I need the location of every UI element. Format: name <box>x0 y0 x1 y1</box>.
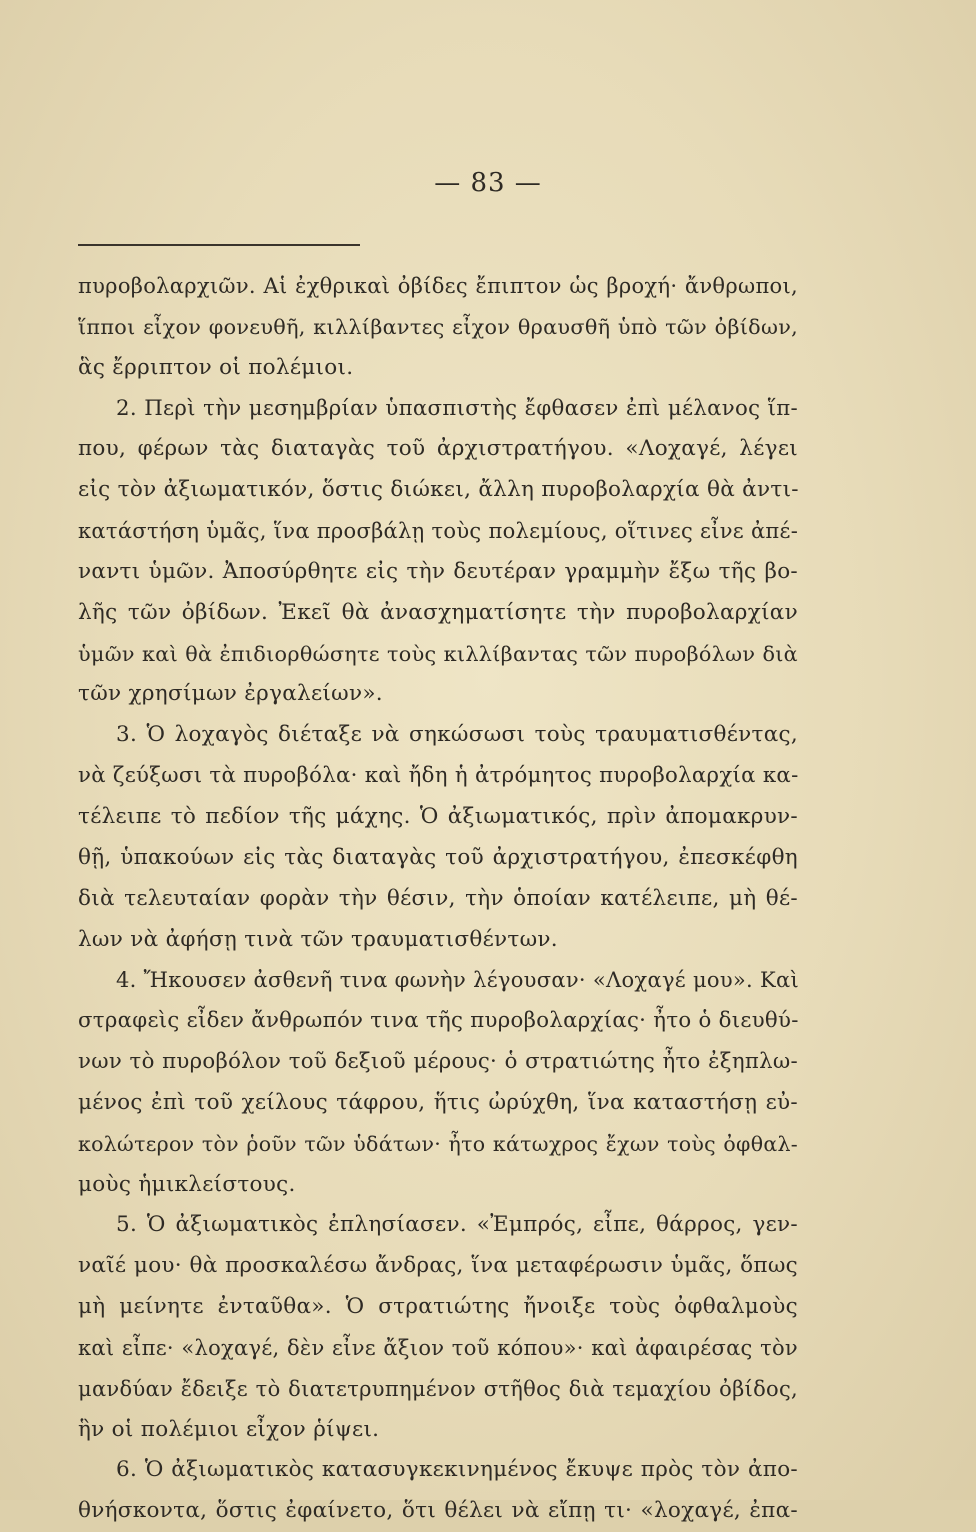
text-line: μὴ μείνητε ἐνταῦθα». Ὁ στρατιώτης ἤνοιξε τοὺς ὀφθαλμοὺς <box>78 1294 798 1320</box>
text-line: πυροβολαρχιῶν. Αἱ ἐχθρικαὶ ὀβίδες ἔπιπτον ὡς βροχή· ἄνθρωποι, <box>78 274 798 298</box>
text-line: ἃς ἔρριπτον οἱ πολέμιοι. <box>78 354 354 380</box>
text-line: ναντι ὑμῶν. Ἀποσύρθητε εἰς τὴν δευτέραν γραμμὴν ἔξω τῆς βο- <box>78 558 798 584</box>
text-line: εἰς τὸν ἀξιωματικόν, ὅστις διώκει, ἄλλη πυροβολαρχία θὰ ἀντι- <box>78 477 799 503</box>
text-line: λῆς τῶν ὀβίδων. Ἐκεῖ θὰ ἀνασχηματίσητε τὴν πυροβολαρχίαν <box>78 599 798 625</box>
text-line: 3. Ὁ λοχαγὸς διέταξε νὰ σηκώσωσι τοὺς τραυματισθέντας, <box>116 722 798 748</box>
text-line: καὶ εἶπε· «λοχαγέ, δὲν εἶνε ἄξιον τοῦ κόπου»· καὶ ἀφαιρέσας τὸν <box>78 1335 798 1360</box>
text-line: κολώτερον τὸν ῥοῦν τῶν ὑδάτων· ἦτο κάτωχρος ἔχων τοὺς ὀφθαλ- <box>78 1131 798 1156</box>
text-line: κατάστήση ὑμᾶς, ἵνα προσβάλῃ τοὺς πολεμίους, οἵτινες εἶνε ἀπέ- <box>78 519 799 544</box>
text-line: θῇ, ὑπακούων εἰς τὰς διαταγὰς τοῦ ἀρχιστρατήγου, ἐπεσκέφθη <box>78 844 798 870</box>
text-line: μανδύαν ἔδειξε τὸ διατετρυπημένον στῆθος διὰ τεμαχίου ὀβίδος, <box>78 1376 798 1401</box>
body-text <box>78 266 798 1532</box>
text-line: 6. Ὁ ἀξιωματικὸς κατασυγκεκινημένος ἔκυψε πρὸς τὸν ἀπο- <box>116 1457 798 1483</box>
text-line: 2. Περὶ τὴν μεσημβρίαν ὑπασπιστὴς ἔφθασεν ἐπὶ μέλανος ἵπ- <box>116 395 798 421</box>
text-line: τῶν χρησίμων ἐργαλείων». <box>78 681 383 707</box>
text-line: μένος ἐπὶ τοῦ χείλους τάφρου, ἥτις ὠρύχθη, ἵνα καταστήσῃ εὐ- <box>78 1089 798 1115</box>
header-rule <box>78 244 360 246</box>
text-line: ἣν οἱ πολέμιοι εἶχον ῥίψει. <box>78 1416 380 1442</box>
text-line: ναῖέ μου· θὰ προσκαλέσω ἄνδρας, ἵνα μεταφέρωσιν ὑμᾶς, ὅπως <box>78 1253 798 1279</box>
text-line: στραφεὶς εἶδεν ἄνθρωπόν τινα τῆς πυροβολαρχίας· ἦτο ὁ διευθύ- <box>78 1008 799 1034</box>
text-line: 4. Ἤκουσεν ἀσθενῆ τινα φωνὴν λέγουσαν· «Λοχαγέ μου». Καὶ <box>116 968 800 993</box>
text-line: μοὺς ἡμικλείστους. <box>78 1171 296 1197</box>
text-line: λων νὰ ἀφήσῃ τινὰ τῶν τραυματισθέντων. <box>78 926 558 952</box>
text-line: θνήσκοντα, ὅστις ἐφαίνετο, ὅτι θέλει νὰ εἴπῃ τι· «λοχαγέ, ἐπα- <box>78 1498 798 1524</box>
text-line: 5. Ὁ ἀξιωματικὸς ἐπλησίασεν. «Ἐμπρός, εἶπε, θάρρος, γεν- <box>116 1212 798 1238</box>
text-line: νὰ ζεύξωσι τὰ πυροβόλα· καὶ ἤδη ἡ ἀτρόμητος πυροβολαρχία κα- <box>78 763 799 789</box>
text-line: που, φέρων τὰς διαταγὰς τοῦ ἀρχιστρατήγου. «Λοχαγέ, λέγει <box>78 436 798 462</box>
text-line: τέλειπε τὸ πεδίον τῆς μάχης. Ὁ ἀξιωματικός, πρὶν ἀπομακρυν- <box>78 803 798 829</box>
text-line: νων τὸ πυροβόλον τοῦ δεξιοῦ μέρους· ὁ στρατιώτης ἦτο ἐξηπλω- <box>78 1049 798 1075</box>
text-line: διὰ τελευταίαν φορὰν τὴν θέσιν, τὴν ὁποίαν κατέλειπε, μὴ θέ- <box>78 885 798 911</box>
page-number: — 83 — <box>434 168 542 198</box>
text-line: ἵπποι εἶχον φονευθῆ, κιλλίβαντες εἶχον θραυσθῆ ὑπὸ τῶν ὀβίδων, <box>78 314 798 339</box>
text-line: ὑμῶν καὶ θὰ ἐπιδιορθώσητε τοὺς κιλλίβαντας τῶν πυροβόλων διὰ <box>78 641 798 666</box>
